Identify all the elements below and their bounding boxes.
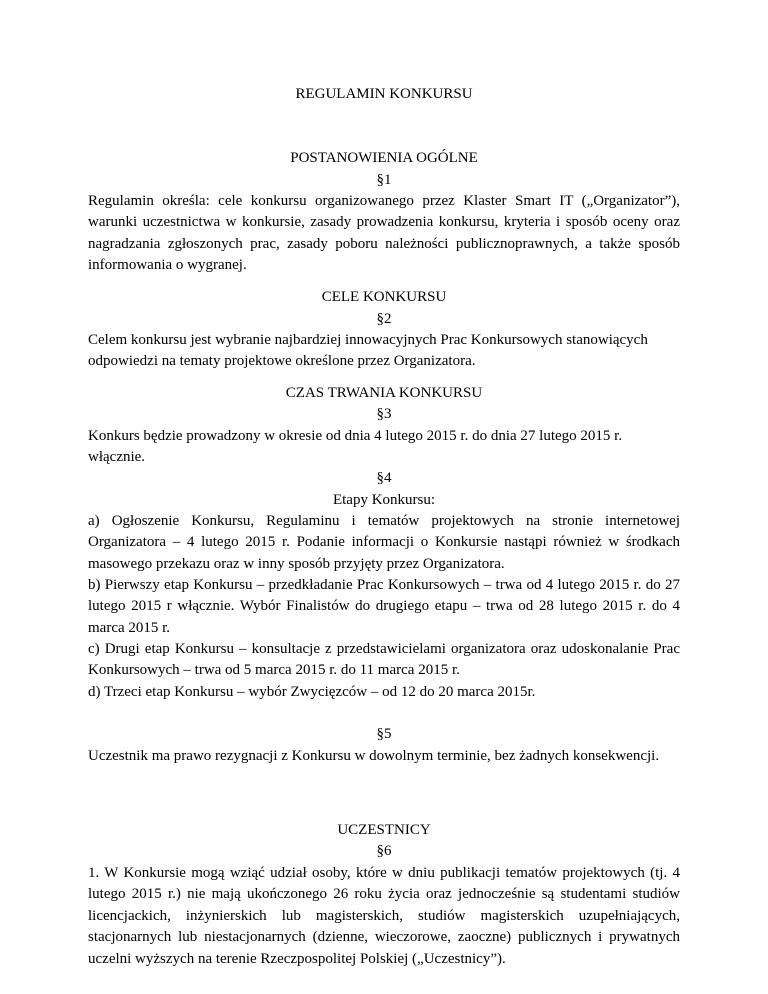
paragraph-2-text: Celem konkursu jest wybranie najbardziej innowacyjnych Prac Konkursowych stanowiących odpowiedzi na tematy projektowe określone przez Organizatora. [88, 332, 648, 370]
paragraph-1-text: Regulamin określa: cele konkursu organizowanego przez Klaster Smart IT („Organizator”), warunki uczestnictwa w konkursie, zasady prowadzenia konkursu, kryteria i sposób oceny oraz nagradzania zgłoszonych prac, zasady poboru należności publicznoprawnych, a także sposób informowania o wygranej. [88, 193, 680, 274]
paragraph-number-1: §1 [376, 172, 392, 188]
paragraph-number-2: §2 [376, 311, 392, 327]
paragraph-number-5: §5 [376, 726, 392, 742]
stages-subheading: Etapy Konkursu: [332, 492, 436, 508]
paragraph-number-6: §6 [376, 843, 392, 859]
paragraph-3-text: Konkurs będzie prowadzony w okresie od dnia 4 lutego 2015 r. do dnia 27 lutego 2015 r. włącznie. [88, 428, 623, 466]
stage-b-text: b) Pierwszy etap Konkursu – przedkładanie Prac Konkursowych – trwa od 4 lutego 2015 r. do 27 lutego 2015 r włącznie. Wybór Finalistów do drugiego etapu – trwa od 28 lutego 2015 r. do 4 marca 2015 r. [88, 577, 680, 636]
paragraph-number-3: §3 [376, 406, 392, 422]
section-heading-duration: CZAS TRWANIA KONKURSU [285, 385, 483, 401]
stage-d-text: d) Trzeci etap Konkursu – wybór Zwycięzców – od 12 do 20 marca 2015r. [88, 684, 536, 700]
document-title: REGULAMIN KONKURSU [295, 86, 473, 102]
paragraph-5-text: Uczestnik ma prawo rezygnacji z Konkursu w dowolnym terminie, bez żadnych konsekwencji. [88, 748, 660, 764]
stage-c-text: c) Drugi etap Konkursu – konsultacje z przedstawicielami organizatora oraz udoskonalanie Prac Konkursowych – trwa od 5 marca 2015 r. do 11 marca 2015 r. [88, 641, 680, 679]
stage-a-text: a) Ogłoszenie Konkursu, Regulaminu i tematów projektowych na stronie internetowej Organizatora – 4 lutego 2015 r. Podanie informacji o Konkursie nastąpi również w środkach masowego przekazu oraz w inny sposób przyjęty przez Organizatora. [88, 513, 680, 572]
section-heading-participants: UCZESTNICY [337, 822, 431, 838]
section-heading-goals: CELE KONKURSU [321, 289, 447, 305]
paragraph-6-text: 1. W Konkursie mogą wziąć udział osoby, które w dniu publikacji tematów projektowych (tj. 4 lutego 2015 r.) nie mają ukończonego 26 roku życia oraz jednocześnie są studentami studiów licencjackich, inżynierskich lub magisterskich, studiów magisterskich uzupełniających, stacjonarnych lub niestacjonarnych (dzienne, wieczorowe, zaoczne) publicznych i prywatnych uczelni wyższych na terenie Rzeczpospolitej Polskiej („Uczestnicy”). [88, 865, 680, 967]
section-heading-general: POSTANOWIENIA OGÓLNE [290, 150, 478, 166]
paragraph-number-4: §4 [376, 470, 392, 486]
